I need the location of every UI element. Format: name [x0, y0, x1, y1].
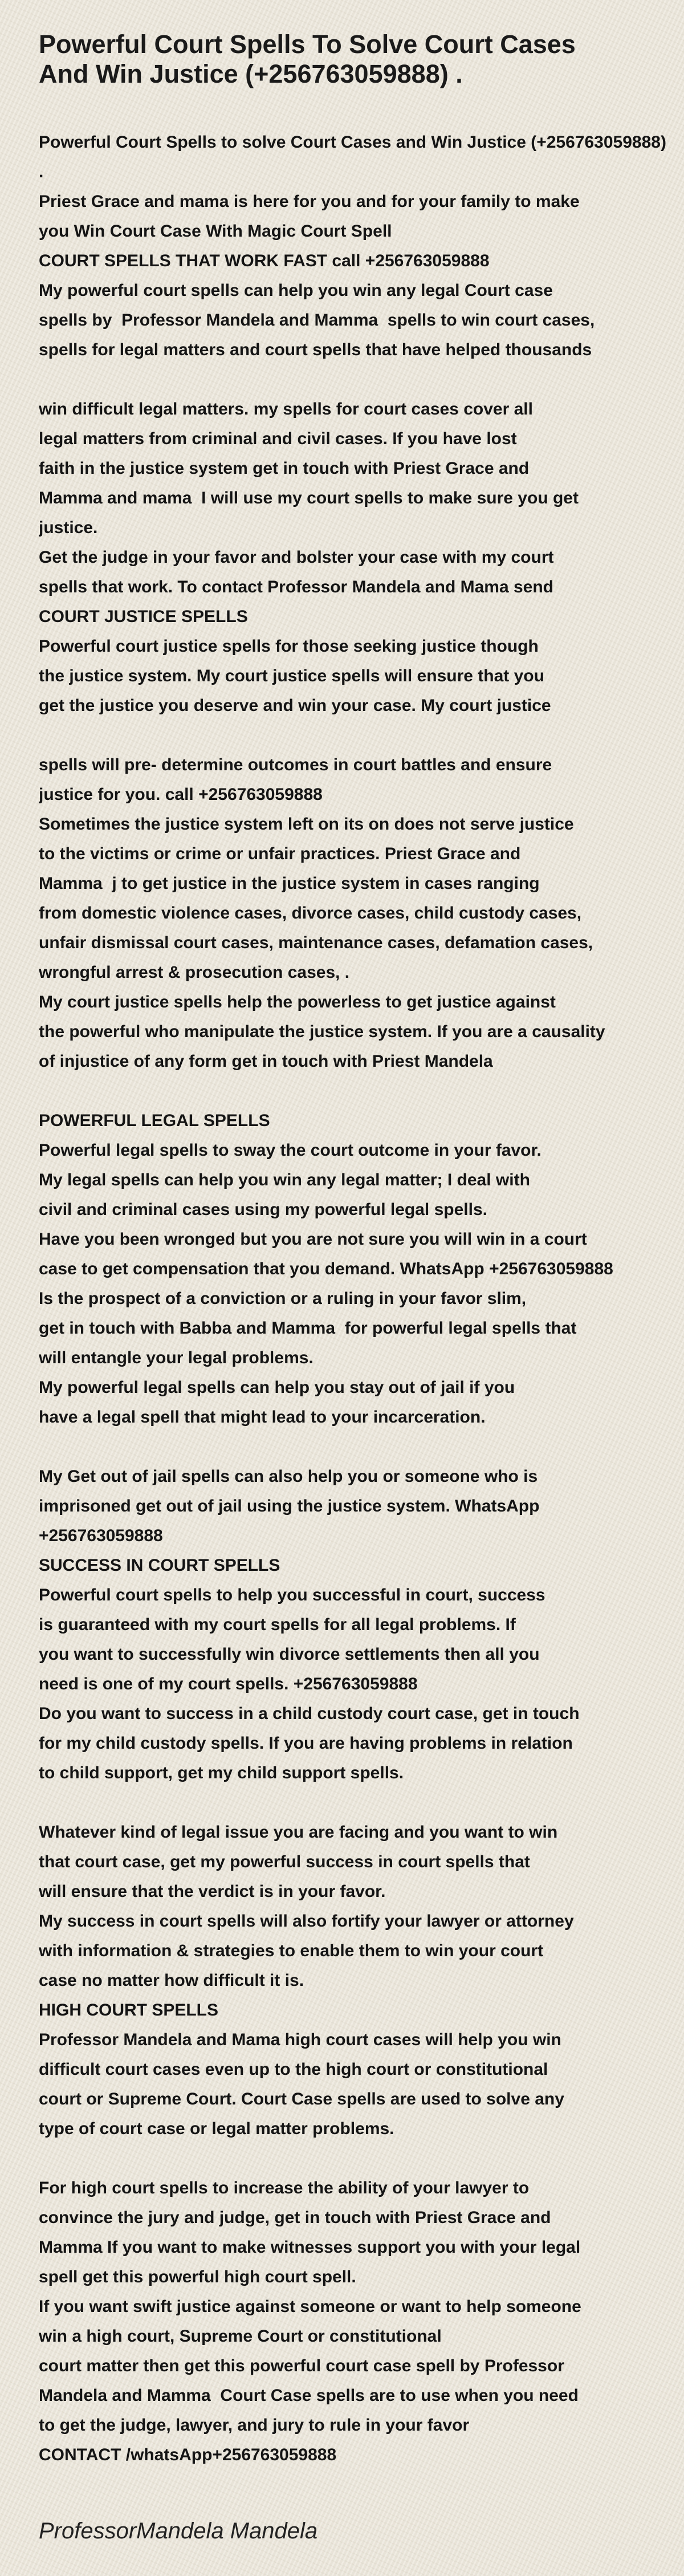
- poem-line: get the justice you deserve and win your case. My court justice: [39, 696, 551, 715]
- poem-line: COURT SPELLS THAT WORK FAST call +256763059888: [39, 251, 490, 270]
- poem-line: to child support, get my child support spells.: [39, 1764, 404, 1782]
- poem-line: convince the jury and judge, get in touch with Priest Grace and: [39, 2208, 551, 2227]
- poem-line: Priest Grace and mama is here for you and for your family to make: [39, 192, 580, 211]
- poem-body: [39, 128, 684, 2470]
- poem-line: HIGH COURT SPELLS: [39, 2001, 219, 2020]
- poem-line: that court case, get my powerful success in court spells that: [39, 1852, 530, 1871]
- poem-author: ProfessorMandela Mandela: [39, 2518, 318, 2544]
- poem-line: win difficult legal matters. my spells for court cases cover all: [39, 400, 533, 419]
- poem-line: spell get this powerful high court spell.: [39, 2268, 356, 2286]
- poem-line: civil and criminal cases using my powerful legal spells.: [39, 1200, 487, 1219]
- poem-line: to the victims or crime or unfair practices. Priest Grace and: [39, 844, 521, 863]
- poem-line: [39, 1076, 684, 1106]
- poem-line: [39, 1788, 684, 1818]
- poem-line: win a high court, Supreme Court or constitutional: [39, 2327, 442, 2346]
- poem-line: have a legal spell that might lead to your incarceration.: [39, 1408, 486, 1427]
- poem-line: imprisoned get out of jail using the justice system. WhatsApp: [39, 1497, 540, 1515]
- poem-line: [39, 721, 684, 750]
- poem-line: court matter then get this powerful court case spell by Professor: [39, 2356, 564, 2375]
- poem-line: justice for you. call +256763059888: [39, 785, 323, 804]
- poem-line: need is one of my court spells. +256763059888: [39, 1675, 418, 1693]
- poem-line: the justice system. My court justice spells will ensure that you: [39, 667, 544, 685]
- poem-line: Do you want to success in a child custody court case, get in touch: [39, 1704, 580, 1723]
- poem-line: Whatever kind of legal issue you are facing and you want to win: [39, 1823, 558, 1842]
- poem-line: Mamma j to get justice in the justice system in cases ranging: [39, 874, 540, 893]
- poem-line: spells for legal matters and court spells that have helped thousands: [39, 340, 592, 359]
- poem-line: Professor Mandela and Mama high court cases will help you win: [39, 2030, 561, 2049]
- poem-line: Is the prospect of a conviction or a ruling in your favor slim,: [39, 1289, 527, 1308]
- poem-line: from domestic violence cases, divorce cases, child custody cases,: [39, 904, 582, 923]
- poem-line: difficult court cases even up to the high court or constitutional: [39, 2060, 548, 2079]
- poem-line: My powerful legal spells can help you stay out of jail if you: [39, 1378, 515, 1397]
- poem-line: will entangle your legal problems.: [39, 1348, 314, 1367]
- poem-line: COURT JUSTICE SPELLS: [39, 607, 248, 626]
- poem-line: type of court case or legal matter problems.: [39, 2119, 394, 2138]
- poem-line: legal matters from criminal and civil cases. If you have lost: [39, 429, 517, 448]
- poem-line: to get the judge, lawyer, and jury to rule in your favor: [39, 2416, 470, 2435]
- poem-line: spells that work. To contact Professor Mandela and Mama send: [39, 578, 553, 596]
- poem-line: Sometimes the justice system left on its on does not serve justice: [39, 815, 574, 834]
- poem-line: Powerful court spells to help you successful in court, success: [39, 1586, 545, 1604]
- poem-line: Powerful legal spells to sway the court outcome in your favor.: [39, 1141, 542, 1160]
- poem-line: [39, 2144, 684, 2173]
- poem-line: Get the judge in your favor and bolster your case with my court: [39, 548, 554, 567]
- poem-line: POWERFUL LEGAL SPELLS: [39, 1111, 270, 1130]
- poem-line: Mamma If you want to make witnesses support you with your legal: [39, 2238, 581, 2257]
- poem-title: Powerful Court Spells To Solve Court Cases And Win Justice (+256763059888) .: [39, 30, 576, 88]
- poem-line: the powerful who manipulate the justice system. If you are a causality: [39, 1022, 605, 1041]
- poem-line: Powerful Court Spells to solve Court Cases and Win Justice (+256763059888): [39, 133, 666, 152]
- poem-line: Powerful court justice spells for those seeking justice though: [39, 637, 539, 656]
- poem-line: For high court spells to increase the ability of your lawyer to: [39, 2179, 530, 2197]
- poem-line: with information & strategies to enable them to win your court: [39, 1941, 544, 1960]
- poem-line: Mandela and Mamma Court Case spells are to use when you need: [39, 2386, 579, 2405]
- poem-line: spells by Professor Mandela and Mamma spells to win court cases,: [39, 311, 595, 330]
- poem-line: If you want swift justice against someone or want to help someone: [39, 2297, 581, 2316]
- poem-line: you Win Court Case With Magic Court Spell: [39, 222, 392, 241]
- poem-line: get in touch with Babba and Mamma for powerful legal spells that: [39, 1319, 577, 1338]
- poem-line: you want to successfully win divorce settlements then all you: [39, 1645, 540, 1664]
- poem-line: of injustice of any form get in touch with Priest Mandela: [39, 1052, 493, 1071]
- poem-line: is guaranteed with my court spells for all legal problems. If: [39, 1615, 516, 1634]
- poem-line: +256763059888: [39, 1526, 163, 1545]
- poem-line: [39, 1432, 684, 1462]
- poem-line: My success in court spells will also fortify your lawyer or attorney: [39, 1912, 574, 1931]
- poem-line: justice.: [39, 518, 98, 537]
- poem-line: unfair dismissal court cases, maintenance cases, defamation cases,: [39, 933, 593, 952]
- poem-line: court or Supreme Court. Court Case spells are used to solve any: [39, 2090, 564, 2108]
- poem-line: wrongful arrest & prosecution cases, .: [39, 963, 350, 982]
- poem-line: CONTACT /whatsApp+256763059888: [39, 2445, 337, 2464]
- poem-line: [39, 365, 684, 395]
- poem-line: faith in the justice system get in touch with Priest Grace and: [39, 459, 530, 478]
- poem-line: case no matter how difficult it is.: [39, 1971, 304, 1990]
- poem-line: My legal spells can help you win any legal matter; I deal with: [39, 1171, 530, 1189]
- poem-line: .: [39, 162, 44, 181]
- poem-line: My Get out of jail spells can also help you or someone who is: [39, 1467, 538, 1486]
- poem-line: My powerful court spells can help you win any legal Court case: [39, 281, 553, 300]
- poem-line: Have you been wronged but you are not sure you will win in a court: [39, 1230, 587, 1249]
- poem-line: case to get compensation that you demand. WhatsApp +256763059888: [39, 1259, 613, 1278]
- poem-line: My court justice spells help the powerless to get justice against: [39, 993, 556, 1011]
- poem-line: Mamma and mama I will use my court spells to make sure you get: [39, 489, 579, 507]
- poem-line: will ensure that the verdict is in your favor.: [39, 1882, 386, 1901]
- poem-line: spells will pre- determine outcomes in court battles and ensure: [39, 755, 552, 774]
- poem-line: SUCCESS IN COURT SPELLS: [39, 1556, 280, 1575]
- poem-line: for my child custody spells. If you are having problems in relation: [39, 1734, 573, 1753]
